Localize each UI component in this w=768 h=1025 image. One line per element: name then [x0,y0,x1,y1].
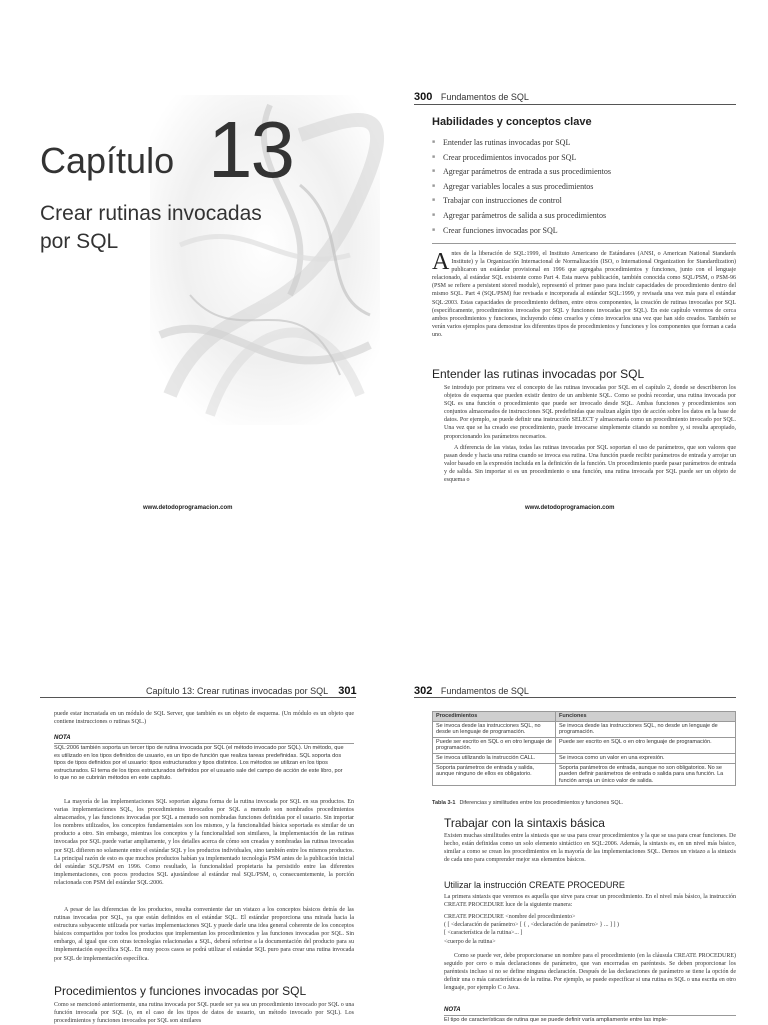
paragraph-302-1: Existen muchas similitudes entre la sintaxis que se usa para crear procedimientos y la que se usa para crear funciones. De hecho, están definidas como un solo elemento sintáctico en SQL:2006. Además, la sintaxis es, en un nivel más básico, similar a como se crean los procedimientos en la mayoría de las implementaciones SQL. Demos un vistazo a la sintaxis de cada uno para comprender mejor sus elementos básicos. [444,833,736,864]
header-rule-301 [40,697,356,698]
section-heading-301: Procedimientos y funciones invocadas por SQL [54,984,307,998]
paragraph-302-2: La primera sintaxis que veremos es aquella que sirve para crear un procedimiento. En el nivel más básico, la instrucción CREATE PROCEDURE luce de la siguiente manera: [444,894,736,909]
section-heading-300: Entender las rutinas invocadas por SQL [432,367,645,381]
running-title-301: Capítulo 13: Crear rutinas invocadas por SQL [146,686,328,696]
comparison-table [432,711,736,786]
table-row [433,763,736,786]
code-block: CREATE PROCEDURE <nombre del procedimiento> ( [ <declaración de parámetro> [ { , <declaración de parámetro> } ... ] ] ) [ <característica de la rutina>... ] <cuerpo de la rutina> [444,914,620,945]
skills-list [432,136,732,238]
skill-item: ■ Crear funciones invocadas por SQL [432,224,732,239]
header-rule-302 [414,697,736,698]
table-caption [432,800,623,806]
skills-heading: Habilidades y conceptos clave [432,116,592,128]
running-header-302 [414,685,529,697]
running-title-300: Fundamentos de SQL [440,92,529,102]
nota-label-302: NOTA [444,1007,461,1013]
table-cell: Se invoca utilizando la instrucción CALL. [433,753,556,763]
intro-text: ntes de la liberación de SQL:1999, el Instituto Americano de Estándares (ANSI, o American National Standards Institute) y la Organización Internacional de Normalización (ISO, o International Organization for Standardization) publicaron un estándar provisional en 1996 que agregaba procedimientos y funciones, junto con el lenguaje relacionado, al estándar SQL existente como Part 4. Esta nueva publicación, también conocida como SQL/PSM, o PSM-96 (PSM se refiere a persistent stored module), representó el primer paso para incluir capacidades de procedimiento dentro del mismo SQL. Part 4 (SQL/PSM) fue revisada e incorporada al estándar SQL:1999, y revisada una vez más para el estándar SQL:2003. Estas capacidades de procedimiento definen, entre otros componentes, la creación de rutinas invocadas por SQL (específicamente, procedimientos invocados por SQL y funciones invocadas por SQL). En este capítulo veremos de cerca ambos procedimientos y funciones, incluyendo cómo crearlos y cómo invocarlos una vez que han sido creados. También se verán varios ejemplos para demostrar los diferentes tipos de procedimientos y funciones y los componentes que forman a cada uno. [432,251,736,338]
running-title-302: Fundamentos de SQL [440,686,529,696]
page-number-302: 302 [414,685,433,697]
running-header-300 [414,91,529,103]
chapter-title [40,200,340,256]
page-number-300: 300 [414,91,433,103]
table-header-cell: Procedimientos [433,712,556,722]
footer-url-left: www.detodoprogramacion.com [143,505,233,511]
chapter-title-line-2: por SQL [40,230,119,253]
skills-rule [432,243,736,244]
table-cell: Soporta parámetros de entrada, aunque no son obligatorios. No se pueden definir parámetros de entrada o salida para una función. La función arroja un único valor de salida. [556,763,736,786]
skill-item: ■ Entender las rutinas invocadas por SQL [432,136,732,151]
paragraph-301-3: Como se mencionó anteriormente, una rutina invocada por SQL puede ser ya sea un procedimiento invocado por SQL o una función invocada por SQL (o, en el caso de los tipos de datos de usuario, un método invocado por SQL). Los procedimientos y funciones invocados por SQL son similares [54,1002,354,1025]
table-cell: Se invoca desde las instrucciones SQL, no desde un lenguaje de programación. [433,721,556,737]
table-cell: Soporta parámetros de entrada y salida, aunque ninguno de ellos es obligatorio. [433,763,556,786]
table-row [433,753,736,763]
nota-text-301: SQL:2006 también soporta un tercer tipo de rutina invocada por SQL (el método invocado por SQL). Un método, que es utilizado en los tipos definidos de usuario, es un tipo de función que realiza tareas predefinidas. SQL soporta dos tipos de tipos definidos por el usuario: tipos estructurados y tipos distintos. Los métodos se utilizan en los tipos estructurados. El tema de los tipos estructurados definidos por el usuario sale del campo de acción de este libro, por lo que no se cubrirán métodos en este capítulo. [54,745,344,782]
table-cell: Puede ser escrito en SQL o en otro lenguaje de programación. [556,737,736,753]
skill-item: ■ Agregar parámetros de salida a sus procedimientos [432,209,732,224]
table-row [433,721,736,737]
chapter-title-line-1: Crear rutinas invocadas [40,202,262,225]
skill-item: ■ Agregar variables locales a sus procedimientos [432,180,732,195]
chapter-word: Capítulo [40,140,175,181]
paragraph-301-cont: puede estar incrustada en un módulo de SQL Server, que también es un objeto de esquema. (Un módulo es un objeto que contiene instrucciones o rutinas SQL.) [54,711,354,726]
footer-url-right: www.detodoprogramacion.com [525,505,615,511]
header-rule-300 [414,104,736,105]
subsection-heading-302: Utilizar la instrucción CREATE PROCEDURE [444,880,625,890]
intro-paragraph [432,250,736,362]
section-paragraph-300-2: A diferencia de las vistas, todas las rutinas invocadas por SQL soportan el uso de parámetros, que son valores que pasan desde y hacia una rutina cuando se invoca esa rutina. Una función puede recibir parámetros de entrada y arrojar un valor basado en la expresión incluida en la definición de la función. Un procedimiento puede pasar parámetros de entrada y de salida. Sin importar si es un procedimiento o una función, una rutina invocada por SQL puede ser un objeto de esquema o [444,445,736,484]
nota-label-301: NOTA [54,735,71,741]
running-header-301 [146,685,357,697]
intro-dropcap: A [432,249,450,275]
table-cell: Puede ser escrito en SQL o en otro lenguaje de programación. [433,737,556,753]
table-header-row [433,712,736,722]
table-row [433,737,736,753]
page-number-301: 301 [338,685,357,697]
paragraph-302-3: Como se puede ver, debe proporcionarse un nombre para el procedimiento (en la cláusula CREATE PROCEDURE) seguido por cero o más declaraciones de parámetro, que van encerradas en paréntesis. Se deben proporcionar los paréntesis incluso si no se define ninguna declaración. Después de las declaraciones de parámetro se tiene la opción de definir una o más características de la rutina. Por ejemplo, se puede especificar si una rutina es SQL o una escrita en otro lenguaje, por ejemplo C o Java. [444,953,736,992]
skill-item: ■ Crear procedimientos invocados por SQL [432,151,732,166]
chapter-number: 13 [208,105,293,194]
nota-rule-301 [54,743,354,744]
table-cell: Se invoca desde las instrucciones SQL, no desde un lenguaje de programación. [556,721,736,737]
section-paragraph-300-1: Se introdujo por primera vez el concepto de las rutinas invocadas por SQL en el capítulo 2, donde se describieron los objetos de esquema que pueden existir dentro de un ambiente SQL. Como se podrá recordar, una rutina invocada por SQL es una función o procedimiento que puede ser invocado desde SQL. Ambas funciones y procedimientos son conjuntos almacenados de instrucciones SQL predefinidas que realizan algún tipo de acción sobre los datos en la base de datos. Por ejemplo, se puede definir una instrucción SELECT y almacenarla como un procedimiento invocado por SQL. Una vez que se ha creado ese procedimiento, puede invocarse simplemente citando su nombre y, si resulta apropiado, proporcionando los parámetros necesarios. [444,385,736,440]
skill-item: ■ Agregar parámetros de entrada a sus procedimientos [432,165,732,180]
paragraph-301-2: A pesar de las diferencias de los productos, resulta conveniente dar un vistazo a los conceptos básicos detrás de las rutinas invocadas por SQL, ya que están definidos en el estándar SQL. El estándar proporciona una mirada hacia la estructura subyacente utilizada por varias implementaciones SQL y puede darle una idea general coherente de los conceptos básicos compartidos por todos los productos que implementan los procedimientos y las funciones invocadas por SQL. Sin embargo, al igual que con otras tecnologías relacionadas a SQL, deberá referirse a la documentación del producto para su implementación específica SQL. En muy pocos casos se podrá utilizar el estándar SQL puro para crear una rutina invocada por SQL de implementación específica. [54,907,354,962]
nota-text-302: El tipo de características de rutina que se puede definir varía ampliamente entre las imple- [444,1017,668,1023]
paragraph-301-1: La mayoría de las implementaciones SQL soportan alguna forma de la rutina invocada por SQL en sus productos. En varias implementaciones SQL, los procedimientos invocados por SQL a menudo son nombrados procedimientos almacenados, y las funciones invocadas por SQL a menudo son nombradas funciones definidas por el usuario. Sin importar los nombres utilizados, los conceptos fundamentales son los mismos, y la funcionalidad básica soportada es similar de un producto a otro. Sin embargo, mientras los conceptos y la funcionalidad son similares, la implementación de las rutinas invocadas por SQL puede variar ampliamente, y los detalles acerca de cómo son creadas y nombradas las rutinas invocadas por SQL difieren no solamente entre el estándar SQL y los productos individuales, sino también entre los mismos productos. La principal razón de esto es que muchos productos habían ya implementado tecnología PSM antes de la publicación inicial del estándar SQL/PSM en 1996. Como resultado, la funcionalidad propietaria ha persistido entre las diferentes implementaciones, con pocos productos SQL ajustándose al estándar real SQL/PSM, o, consecuentemente, la porción relacionada con PSM del estándar SQL:2006. [54,799,354,886]
skill-item: ■ Trabajar con instrucciones de control [432,194,732,209]
table-header-cell: Funciones [556,712,736,722]
nota-rule-302 [444,1015,736,1016]
table-caption-text: Diferencias y similitudes entre los procedimientos y funciones SQL. [459,800,624,806]
table-cell: Se invoca como un valor en una expresión. [556,753,736,763]
table-caption-label: Tabla 3-1 [432,800,456,806]
section-heading-302: Trabajar con la sintaxis básica [444,816,605,830]
